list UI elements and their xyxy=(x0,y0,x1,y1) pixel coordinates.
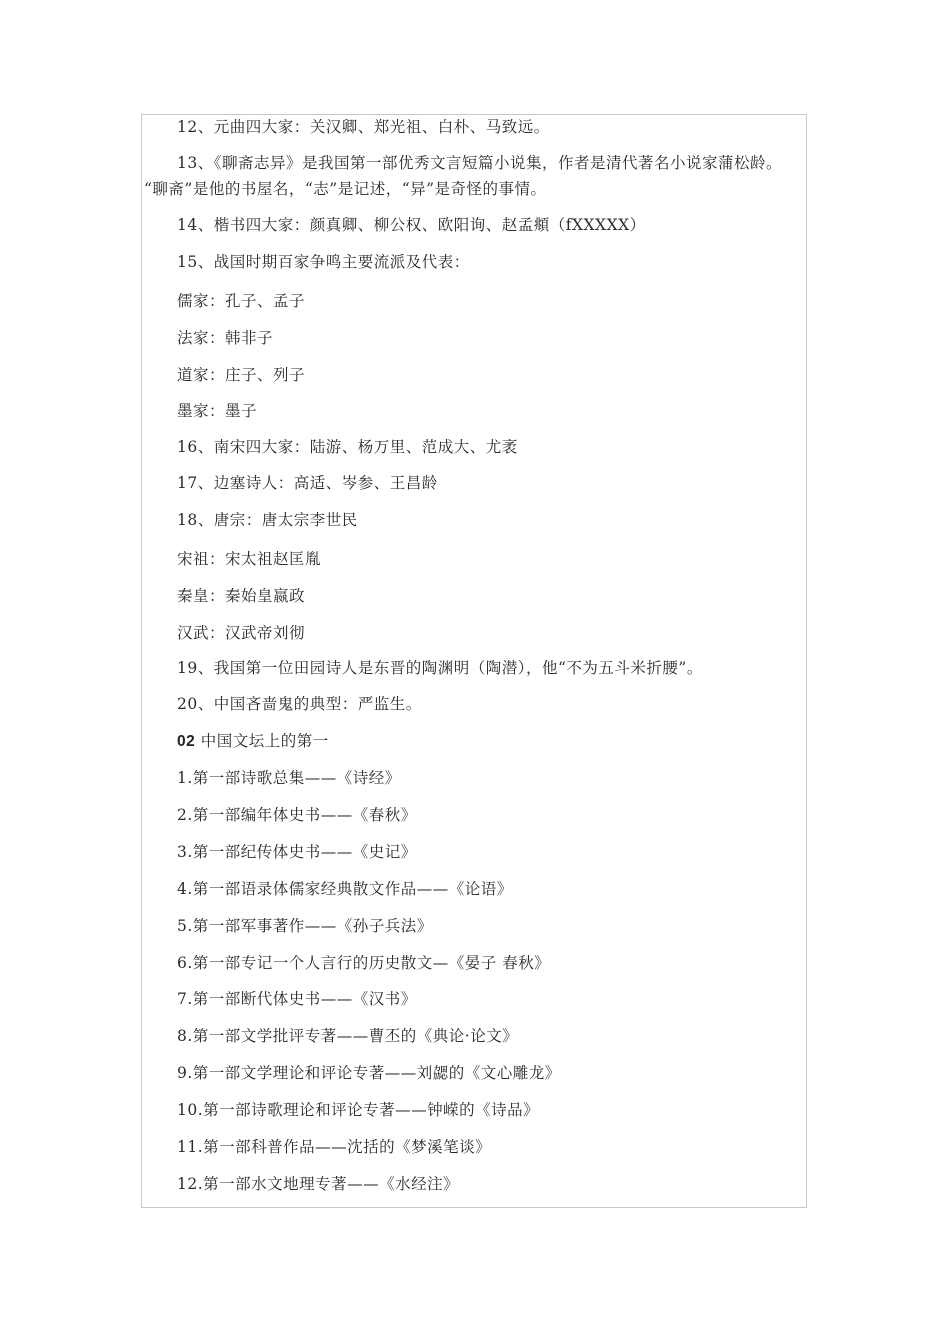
first-item: 8.第一部文学批评专著——曹丕的《典论·论文》 xyxy=(177,1027,519,1045)
school-mohist: 墨家：墨子 xyxy=(177,402,258,420)
emperor-song: 宋祖：宋太祖赵匡胤 xyxy=(177,550,322,568)
paragraph-12: 12、元曲四大家：关汉卿、郑光祖、白朴、马致远。 xyxy=(177,118,550,136)
paragraph-17: 17、边塞诗人：高适、岑参、王昌龄 xyxy=(177,474,438,492)
paragraph-20: 20、中国吝啬鬼的典型：严监生。 xyxy=(177,695,422,713)
first-item: 4.第一部语录体儒家经典散文作品——《论语》 xyxy=(177,880,513,898)
section-title: 中国文坛上的第一 xyxy=(200,732,329,750)
first-item: 9.第一部文学理论和评论专著——刘勰的《文心雕龙》 xyxy=(177,1064,561,1082)
paragraph-16: 16、南宋四大家：陆游、杨万里、范成大、尤袤 xyxy=(177,438,518,456)
paragraph-15: 15、战国时期百家争鸣主要流派及代表： xyxy=(177,253,470,271)
paragraph-19: 19、我国第一位田园诗人是东晋的陶渊明（陶潜），他“不为五斗米折腰”。 xyxy=(177,659,703,677)
first-item: 1.第一部诗歌总集——《诗经》 xyxy=(177,769,401,787)
first-item: 10.第一部诗歌理论和评论专著——钟嵘的《诗品》 xyxy=(177,1101,540,1119)
paragraph-13: 13、《聊斋志异》是我国第一部优秀文言短篇小说集，作者是清代著名小说家蒲松龄。 xyxy=(177,154,782,172)
first-item: 3.第一部纪传体史书——《史记》 xyxy=(177,843,417,861)
paragraph-14: 14、楷书四大家：颜真卿、柳公权、欧阳询、赵孟頫（fXXXXX） xyxy=(177,216,646,234)
first-item: 5.第一部军事著作——《孙子兵法》 xyxy=(177,917,433,935)
emperor-han: 汉武：汉武帝刘彻 xyxy=(177,624,306,642)
emperor-qin: 秦皇：秦始皇嬴政 xyxy=(177,587,306,605)
paragraph-13-continued: “聊斋”是他的书屋名，“志”是记述，“异”是奇怪的事情。 xyxy=(144,180,547,198)
first-item: 6.第一部专记一个人言行的历史散文—《晏子 春秋》 xyxy=(177,954,551,972)
section-heading xyxy=(177,731,329,752)
first-item: 12.第一部水文地理专著——《水经注》 xyxy=(177,1175,460,1193)
section-number: 02 xyxy=(177,733,196,750)
first-item: 2.第一部编年体史书——《春秋》 xyxy=(177,806,417,824)
first-item: 7.第一部断代体史书——《汉书》 xyxy=(177,990,417,1008)
paragraph-18: 18、唐宗：唐太宗李世民 xyxy=(177,511,358,529)
school-legalist: 法家：韩非子 xyxy=(177,329,274,347)
school-daoist: 道家：庄子、列子 xyxy=(177,366,306,384)
school-confucian: 儒家：孔子、孟子 xyxy=(177,292,306,310)
first-item: 11.第一部科普作品——沈括的《梦溪笔谈》 xyxy=(177,1138,492,1156)
